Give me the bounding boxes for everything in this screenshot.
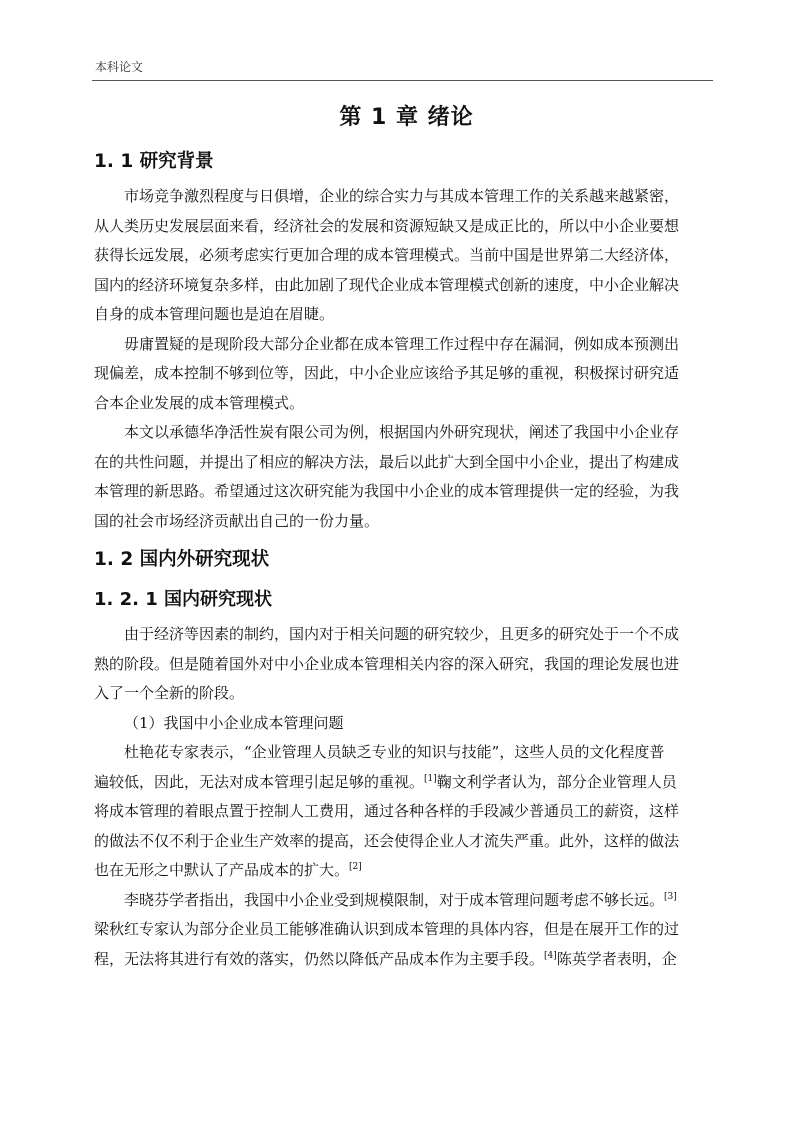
section-heading-1-1: 1. 1 研究背景 [94, 151, 214, 172]
section-heading-1-2: 1. 2 国内外研究现状 [94, 549, 270, 570]
page-header: 本科论文 [95, 60, 144, 74]
list-item-label: （1）我国中小企业成本管理问题 [124, 713, 344, 732]
subsection-heading-1-2-1: 1. 2. 1 国内研究现状 [94, 589, 273, 610]
document-body [94, 96, 719, 974]
citation-ref: [1] [424, 773, 437, 784]
paragraph: 毋庸置疑的是现阶段大部分企业都在成本管理工作过程中存在漏洞，例如成本预测出 现偏差，成本控制不够到位等，因此，中小企业应该给予其足够的重视，积极探讨研究适 合本企业发展的成本管理模式。 [94, 334, 680, 412]
paragraph: 市场竞争激烈程度与日俱增，企业的综合实力与其成本管理工作的关系越来越紧密， 从人类历史发展层面来看，经济社会的发展和资源短缺又是成正比的，所以中小企业要想 获得长远发展，必须考虑实行更加合理的成本管理模式。当前中国是世界第二大经济体， 国内的经济环境复杂多样，由此加剧了现代企业成本管理模式创新的速度，中小企业解决 自身的成本管理问题也是迫在眉睫。 [94, 187, 680, 323]
paragraph: 杜艳花专家表示，“企业管理人员缺乏专业的知识与技能”，这些人员的文化程度普 遍较低，因此，无法对成本管理引起足够的重视。[1]鞠文利学者认为，部分企业管理人员 将成本管理的着眼点置于控制人工费用，通过各种各样的手段减少普通员工的薪资，这样 的做法不仅不利于企业生产效率的提高，还会使得企业人才流失严重。此外，这样的做法 也在无形之中默认了产品成本的扩大。[2] [94, 743, 680, 879]
header-divider [92, 80, 713, 81]
paragraph: 由于经济等因素的制约，国内对于相关问题的研究较少，且更多的研究处于一个不成 熟的阶段。但是随着国外对中小企业成本管理相关内容的深入研究，我国的理论发展也进 入了一个全新的阶段。 [94, 625, 680, 702]
citation-ref: [4] [544, 950, 557, 961]
citation-ref: [3] [664, 891, 677, 902]
chapter-title: 第 1 章 绪论 [339, 105, 474, 130]
paragraph: 本文以承德华净活性炭有限公司为例，根据国内外研究现状，阐述了我国中小企业存 在的共性问题，并提出了相应的解决方法，最后以此扩大到全国中小企业，提出了构建成 本管理的新思路。希望通过这次研究能为我国中小企业的成本管理提供一定的经验，为我 国的社会市场经济贡献出自己的一份力量。 [94, 423, 680, 530]
paragraph: 李晓芬学者指出，我国中小企业受到规模限制，对于成本管理问题考虑不够长远。[3] 梁秋红专家认为部分企业员工能够准确认识到成本管理的具体内容，但是在展开工作的过 程，无法将其进行有效的落实，仍然以降低产品成本作为主要手段。[4]陈英学者表明，企 [94, 890, 680, 968]
citation-ref: [2] [349, 862, 362, 872]
